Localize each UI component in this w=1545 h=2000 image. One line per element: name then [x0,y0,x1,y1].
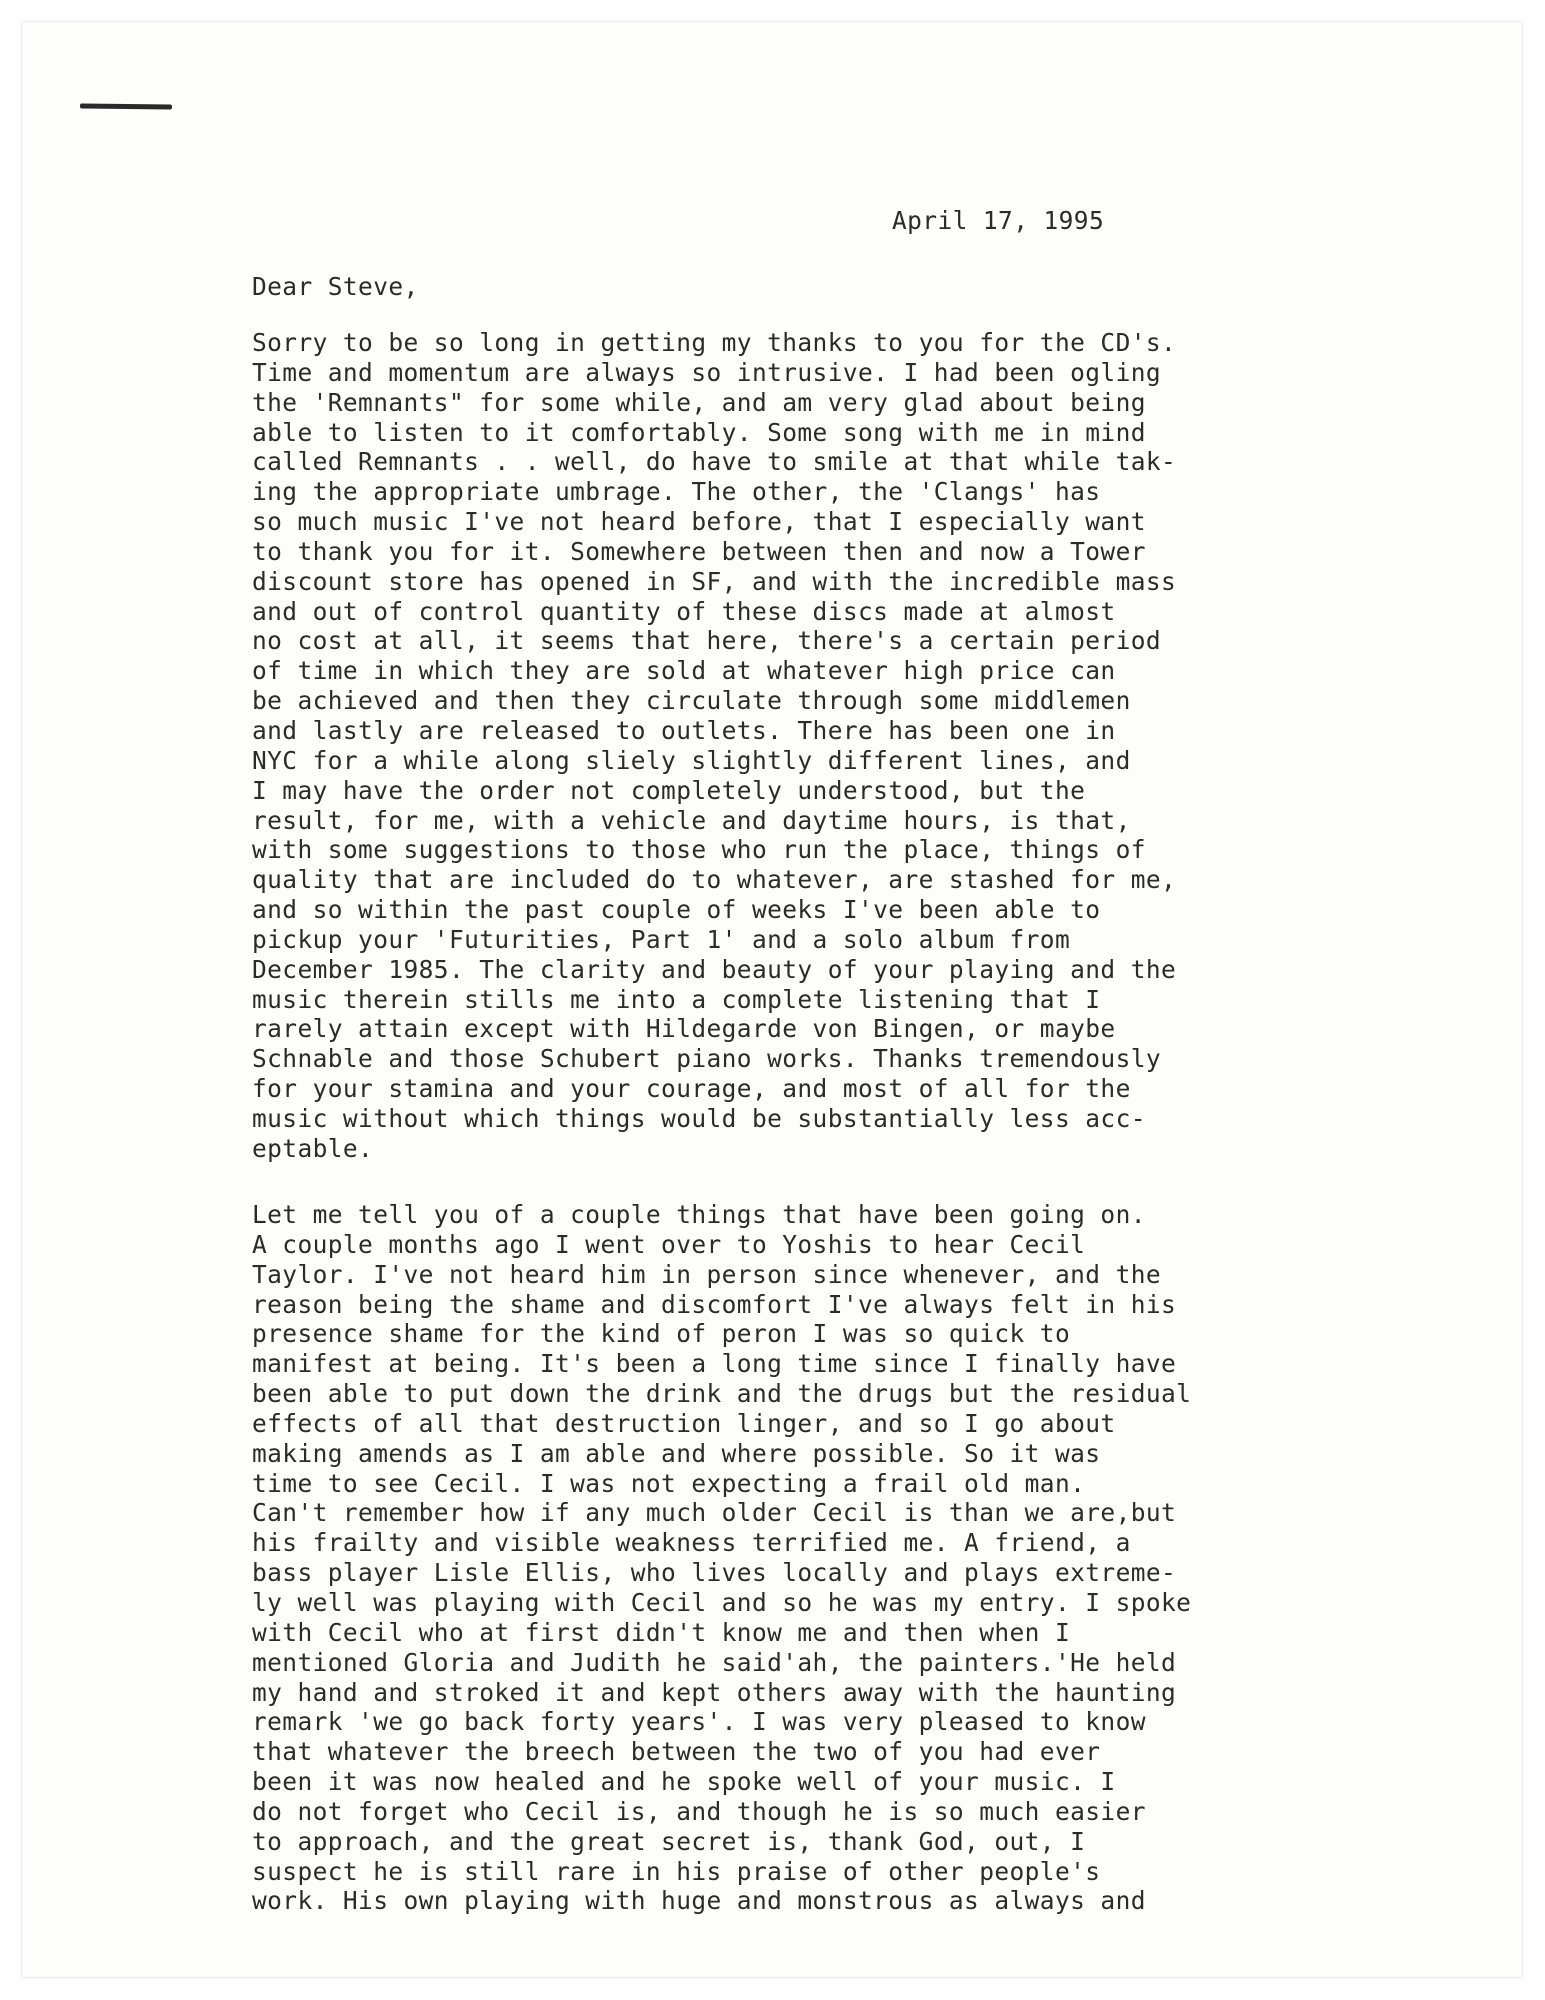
text-line: reason being the shame and discomfort I've always felt in his [252,1289,1177,1319]
text-line: music without which things would be substantially less acc- [252,1103,1146,1133]
text-line: manifest at being. It's been a long time since I finally have [252,1349,1177,1379]
text-line: with some suggestions to those who run the place, things of [252,835,1146,865]
text-line: and out of control quantity of these discs made at almost [252,596,1116,626]
text-line: pickup your 'Futurities, Part 1' and a solo album from [252,924,1071,954]
text-line: no cost at all, it seems that here, there's a certain period [252,626,1162,656]
text-line: music therein stills me into a complete listening that I [252,984,1101,1014]
text-line: for your stamina and your courage, and most of all for the [252,1074,1131,1104]
text-line: my hand and stroked it and kept others away with the haunting [252,1677,1177,1707]
text-line: NYC for a while along sliely slightly different lines, and [252,745,1131,775]
text-line: of time in which they are sold at whatever high price can [252,656,1116,686]
text-line: do not forget who Cecil is, and though he is so much easier [252,1796,1146,1826]
text-line: been it was now healed and he spoke well of your music. I [252,1767,1116,1797]
text-line: result, for me, with a vehicle and daytime hours, is that, [252,805,1131,835]
text-line: the 'Remnants" for some while, and am very glad about being [252,387,1146,417]
text-line: remark 'we go back forty years'. I was very pleased to know [252,1707,1146,1737]
text-line: called Remnants . . well, do have to smile at that while tak- [252,447,1177,477]
text-line: suspect he is still rare in his praise of other people's [252,1856,1101,1886]
text-line: presence shame for the kind of peron I was so quick to [252,1319,1071,1349]
text-line: Time and momentum are always so intrusive. I had been ogling [252,357,1162,387]
text-line: quality that are included do to whatever, are stashed for me, [252,865,1177,895]
text-line: and so within the past couple of weeks I've been able to [252,895,1101,925]
letter-page [22,22,1522,1977]
text-line: Sorry to be so long in getting my thanks to you for the CD's. [252,328,1177,357]
text-line: I may have the order not completely understood, but the [252,775,1086,805]
text-line: be achieved and then they circulate through some middlemen [252,686,1131,716]
text-line: time to see Cecil. I was not expecting a frail old man. [252,1468,1086,1498]
text-line: to thank you for it. Somewhere between then and now a Tower [252,536,1146,566]
text-line: so much music I've not heard before, that I especially want [252,507,1146,537]
text-line: discount store has opened in SF, and with the incredible mass [252,566,1177,596]
text-line: eptable. [252,1133,374,1163]
text-line: and lastly are released to outlets. There has been one in [252,715,1116,745]
text-line: his frailty and visible weakness terrified me. A friend, a [252,1528,1131,1558]
staple-mark [80,104,172,110]
text-line: effects of all that destruction linger, and so I go about [252,1408,1116,1438]
text-line: work. His own playing with huge and monstrous as always and [252,1886,1146,1916]
text-line: Can't remember how if any much older Cecil is than we are,but [252,1498,1177,1528]
text-line: bass player Lisle Ellis, who lives locally and plays extreme- [252,1558,1177,1588]
text-line: Taylor. I've not heard him in person since whenever, and the [252,1259,1162,1289]
text-line: Schnable and those Schubert piano works. Thanks tremendously [252,1044,1162,1074]
letter-date: April 17, 1995 [892,206,1105,235]
letter-salutation: Dear Steve, [252,272,419,301]
text-line: ing the appropriate umbrage. The other, the 'Clangs' has [252,477,1101,507]
text-line: with Cecil who at first didn't know me and then when I [252,1617,1071,1647]
text-line: to approach, and the great secret is, thank God, out, I [252,1826,1086,1856]
text-line: mentioned Gloria and Judith he said'ah, the painters.'He held [252,1647,1177,1677]
text-line: ly well was playing with Cecil and so he was my entry. I spoke [252,1587,1192,1617]
text-line: able to listen to it comfortably. Some song with me in mind [252,417,1146,447]
text-line: Let me tell you of a couple things that have been going on. [252,1200,1146,1229]
paragraph-1 [252,328,1176,1164]
text-line: December 1985. The clarity and beauty of your playing and the [252,954,1177,984]
text-line: A couple months ago I went over to Yoshis to hear Cecil [252,1229,1086,1259]
text-line: rarely attain except with Hildegarde von Bingen, or maybe [252,1014,1116,1044]
paragraph-2 [252,1200,1191,1916]
text-line: been able to put down the drink and the drugs but the residual [252,1379,1192,1409]
text-line: that whatever the breech between the two of you had ever [252,1737,1101,1767]
text-line: making amends as I am able and where possible. So it was [252,1438,1101,1468]
